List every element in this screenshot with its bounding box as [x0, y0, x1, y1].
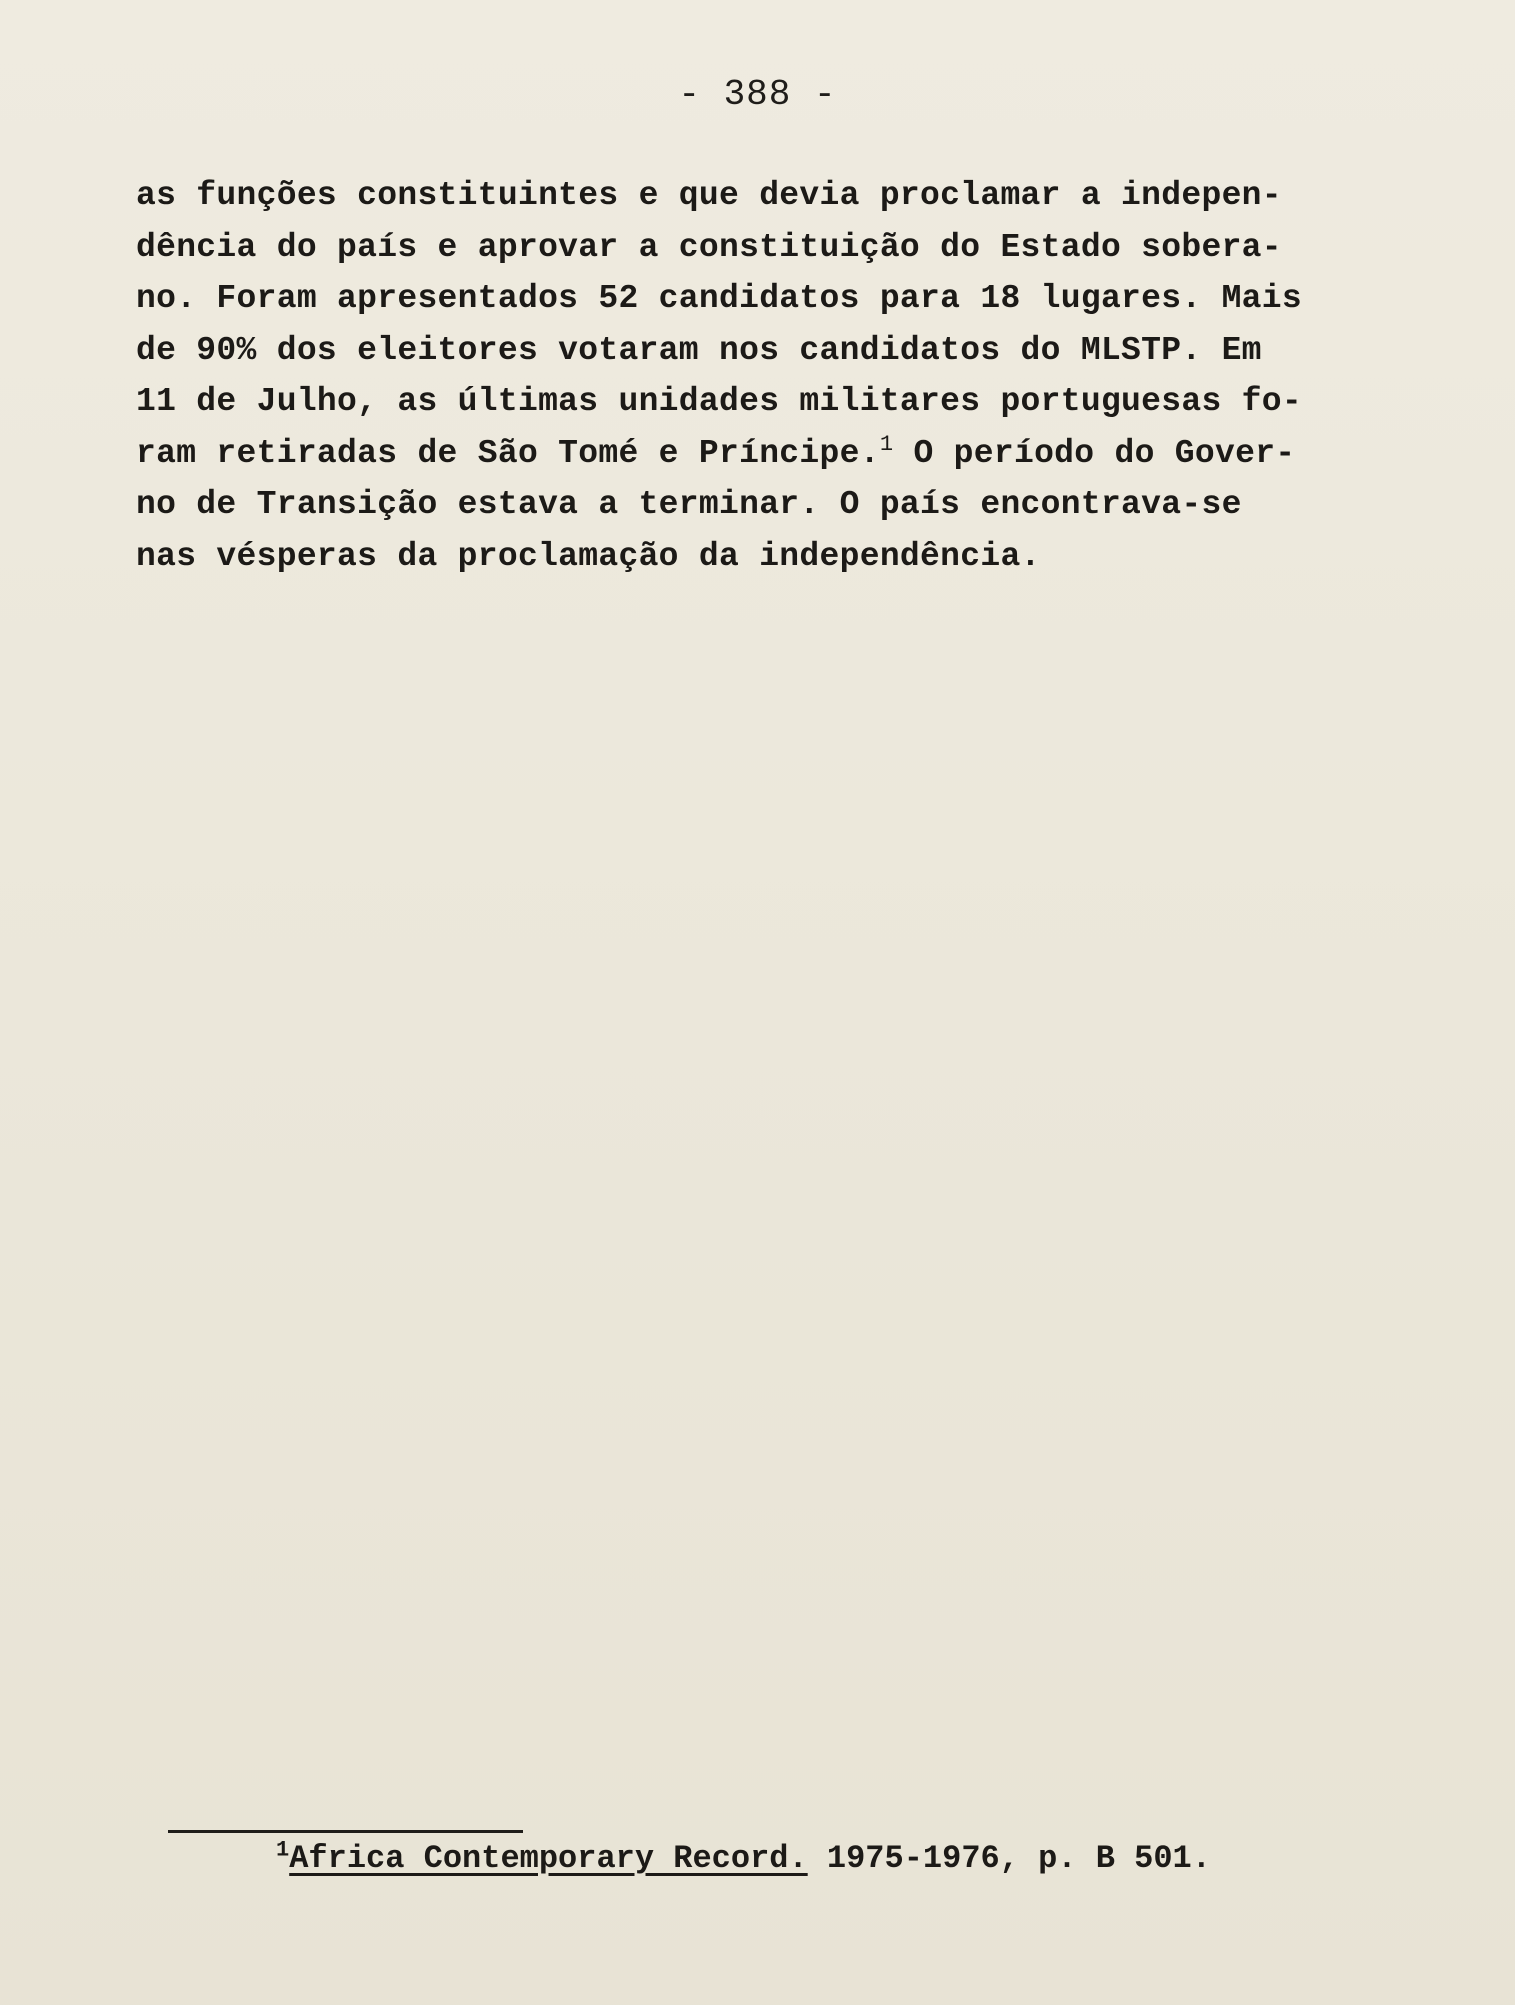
footnote-separator [168, 1830, 523, 1833]
body-line: nas vésperas da proclamação da independência. [136, 537, 1041, 575]
footnote-marker: 1 [276, 1837, 290, 1863]
footnote-reference[interactable]: 1 [879, 431, 894, 457]
page-number: - 388 - [678, 74, 837, 115]
body-line: no de Transição estava a terminar. O país encontrava-se [136, 486, 1242, 523]
body-paragraph [136, 170, 1376, 582]
body-line-text: ram retiradas de São Tomé e Príncipe. [136, 434, 880, 472]
footnote-source-details: 1975-1976, p. B 501. [807, 1840, 1211, 1877]
footnote-source-title: Africa Contemporary Record. [289, 1840, 808, 1877]
body-line-continuation: O período do Gover- [893, 434, 1296, 472]
body-line: as funções constituintes e que devia proclamar a indepen- [136, 177, 1282, 214]
body-line: dência do país e aprovar a constituição do Estado sobera- [136, 228, 1282, 266]
body-line: de 90% dos eleitores votaram nos candidatos do MLSTP. Em [136, 331, 1262, 369]
body-line: 11 de Julho, as últimas unidades militares portuguesas fo- [136, 383, 1302, 420]
body-line-with-footnote [136, 428, 1376, 480]
body-line: no. Foram apresentados 52 candidatos para 18 lugares. Mais [136, 280, 1302, 317]
footnote [276, 1837, 1211, 1877]
